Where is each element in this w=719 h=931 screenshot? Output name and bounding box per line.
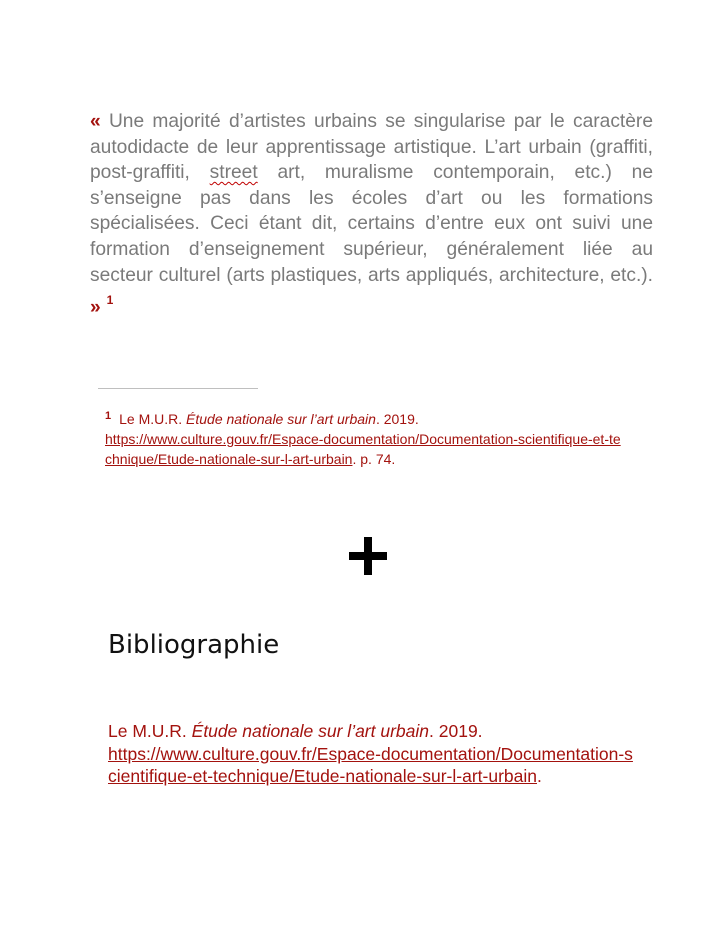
footnote-year: . 2019. xyxy=(375,411,419,427)
quote-text-start: Une majorité d’artistes urbains se singularise par le caractère autodidacte de leur apprentissage artistique. L’art urbain (graffiti, post-graffiti, xyxy=(90,111,653,184)
footnote xyxy=(105,406,625,469)
footnote-page: . p. 74. xyxy=(352,451,396,467)
footnote-url-link[interactable]: https://www.culture.gouv.fr/Espace-documentation/Documentation-scientifique-et-technique/Etude-nationale-sur-l-art-urbain xyxy=(105,431,621,467)
quote-paragraph xyxy=(90,109,653,321)
opening-guillemet: « xyxy=(90,111,101,132)
bib-year: . 2019. xyxy=(429,721,483,741)
bibliography-entry xyxy=(108,720,638,788)
quote-text-end: art, muralisme contemporain, etc.) ne s’enseigne pas dans les écoles d’art ou les formations spécialisées. Ceci étant dit, certains d’entre eux ont suivi une formation d’enseignement supérieur, généralement liée au secteur culturel (arts plastiques, arts appliqués, architecture, etc.). xyxy=(90,162,653,286)
footnote-reference[interactable]: 1 xyxy=(106,293,114,308)
bib-end: . xyxy=(536,766,542,786)
bibliography-heading: Bibliographie xyxy=(108,630,280,660)
footnote-separator xyxy=(98,388,258,389)
bib-author: Le M.U.R. xyxy=(108,721,192,741)
bib-title: Étude nationale sur l’art urbain xyxy=(191,721,430,741)
footnote-title: Étude nationale sur l’art urbain xyxy=(186,411,376,427)
closing-guillemet: » xyxy=(90,297,101,319)
footnote-author: Le M.U.R. xyxy=(119,411,187,427)
bib-url-link[interactable]: https://www.culture.gouv.fr/Espace-documentation/Documentation-scientifique-et-technique/Etude-nationale-sur-l-art-urbain xyxy=(108,743,633,786)
footnote-number: 1 xyxy=(105,410,112,422)
plus-icon xyxy=(349,537,387,575)
spellcheck-flagged-word[interactable]: street xyxy=(209,162,258,184)
